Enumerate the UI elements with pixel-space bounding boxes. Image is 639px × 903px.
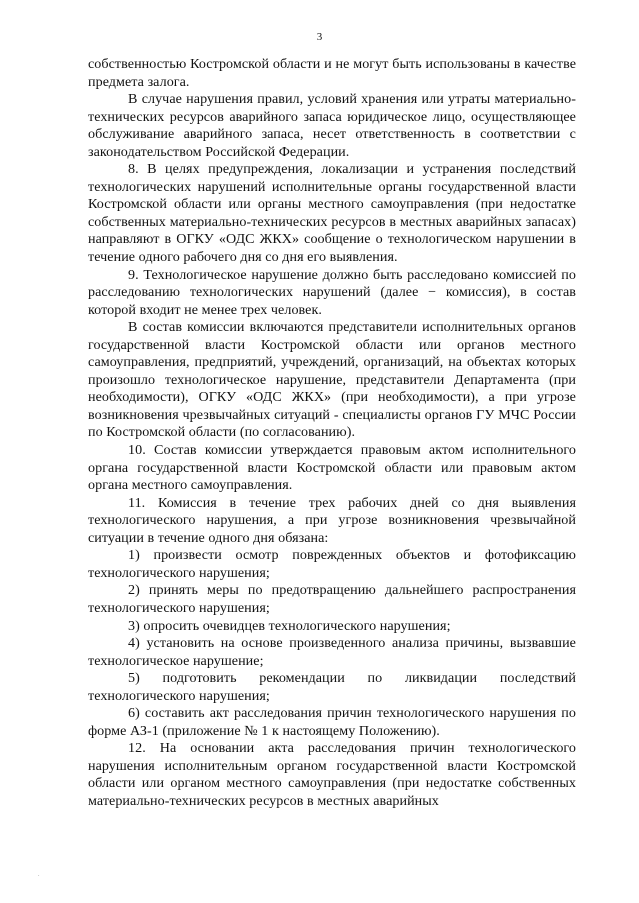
paragraph: 4) установить на основе произведенного анализа причины, вызвавшие технологическое нарушение; xyxy=(88,635,576,669)
paragraph: 12. На основании акта расследования причин технологического нарушения исполнительным органом государственной власти Костромской области или органом местного самоуправления (при недостатке собственных материально-технических ресурсов в местных аварийных xyxy=(88,740,576,809)
paragraph: 8. В целях предупреждения, локализации и устранения последствий технологических нарушений исполнительные органы государственной власти Костромской области или органы местного самоуправления (при недостатке собственных материально-технических ресурсов в местных аварийных запасах) направляют в ОГКУ «ОДС ЖКХ» сообщение о технологическом нарушении в течение одного рабочего дня со дня его выявления. xyxy=(88,161,576,266)
paragraph: 10. Состав комиссии утверждается правовым актом исполнительного органа государственной власти Костромской области или правовым актом органа местного самоуправления. xyxy=(88,442,576,494)
paragraph: В состав комиссии включаются представители исполнительных органов государственной власти Костромской области или органов местного самоуправления, предприятий, учреждений, организаций, на объектах которых произошло технологическое нарушение, представители Департамента (при необходимости), ОГКУ «ОДС ЖКХ» (при необходимости), а при угрозе возникновения чрезвычайных ситуаций - специалисты органов ГУ МЧС России по Костромской области (по согласованию). xyxy=(88,319,576,441)
paragraph: 11. Комиссия в течение трех рабочих дней со дня выявления технологического нарушения, а при угрозе возникновения чрезвычайной ситуации в течение одного дня обязана: xyxy=(88,494,576,546)
paragraph: В случае нарушения правил, условий хранения или утраты материально-технических ресурсов аварийного запаса юридическое лицо, осуществляющее обслуживание аварийного запаса, несет ответственность в соответствии с законодательством Российской Федерации. xyxy=(88,91,576,160)
paragraph: собственностью Костромской области и не могут быть использованы в качестве предмета залога. xyxy=(88,56,576,90)
page-number: 3 xyxy=(316,31,323,43)
paragraph: 2) принять меры по предотвращению дальнейшего распространения технологического нарушения; xyxy=(88,582,576,616)
paragraph: 1) произвести осмотр поврежденных объектов и фотофиксацию технологического нарушения; xyxy=(88,547,576,581)
paragraph: 3) опросить очевидцев технологического нарушения; xyxy=(128,617,451,634)
margin-mark: . xyxy=(38,872,40,878)
paragraph: 6) составить акт расследования причин технологического нарушения по форме АЗ-1 (приложение № 1 к настоящему Положению). xyxy=(88,705,576,739)
document-body xyxy=(88,56,576,811)
paragraph: 5) подготовить рекомендации по ликвидации последствий технологического нарушения; xyxy=(88,670,576,704)
paragraph: 9. Технологическое нарушение должно быть расследовано комиссией по расследованию технологических нарушений (далее − комиссия), в состав которой входит не менее трех человек. xyxy=(88,266,576,318)
